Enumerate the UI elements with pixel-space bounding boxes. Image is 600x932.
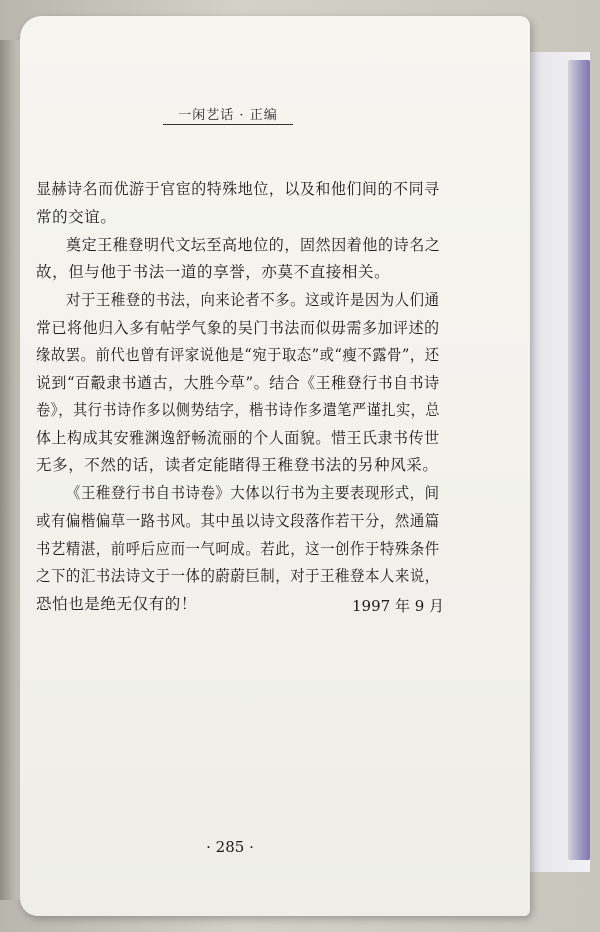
text-line: 常的交谊。	[36, 208, 117, 226]
running-head: 一闲艺话 · 正编	[178, 108, 278, 123]
date-signature: 1997 年 9 月	[352, 597, 445, 615]
text-line: 奠定王稚登明代文坛至高地位的，固然因着他的诗名之	[66, 236, 441, 254]
text-line: 无多，不然的话，读者定能睹得王稚登书法的另种风采。	[36, 456, 439, 474]
text-line: 卷》，其行书诗作多以侧势结字，楷书诗作多遣笔严谨扎实，总	[36, 401, 441, 419]
text-line: 之下的汇书法诗文于一体的蔚蔚巨制，对于王稚登本人来说，	[36, 567, 440, 585]
text-line: 故，但与他于书法一道的享誉，亦莫不直接相关。	[36, 263, 391, 281]
text-line: 对于王稚登的书法，向来论者不多。这或许是因为人们通	[66, 291, 440, 309]
text-line: 《王稚登行书自书诗卷》大体以行书为主要表现形式，间	[66, 484, 440, 502]
text-line: 常已将他归入多有帖学气象的吴门书法而似毋需多加评述的	[36, 319, 440, 337]
text-line: 恐怕也是绝无仅有的！	[36, 595, 198, 613]
text-line: 说到“百觳隶书遒古，大胜今草”。结合《王稚登行书自书诗	[36, 374, 440, 392]
text-line: 或有偏楷偏草一路书风。其中虽以诗文段落作若干分，然通篇	[36, 512, 440, 530]
text-line: 显赫诗名而优游于官宦的特殊地位，以及和他们间的不同寻	[36, 180, 440, 198]
page-number: · 285 ·	[206, 838, 254, 856]
text-line: 体上构成其安雅渊逸舒畅流丽的个人面貌。惜王氏隶书传世	[36, 429, 440, 447]
text-line: 书艺精湛，前呼后应而一气呵成。若此，这一创作于特殊条件	[36, 540, 440, 558]
text-line: 缘故罢。前代也曾有评家说他是“宛于取态”或“瘦不露骨”，还	[36, 346, 440, 364]
